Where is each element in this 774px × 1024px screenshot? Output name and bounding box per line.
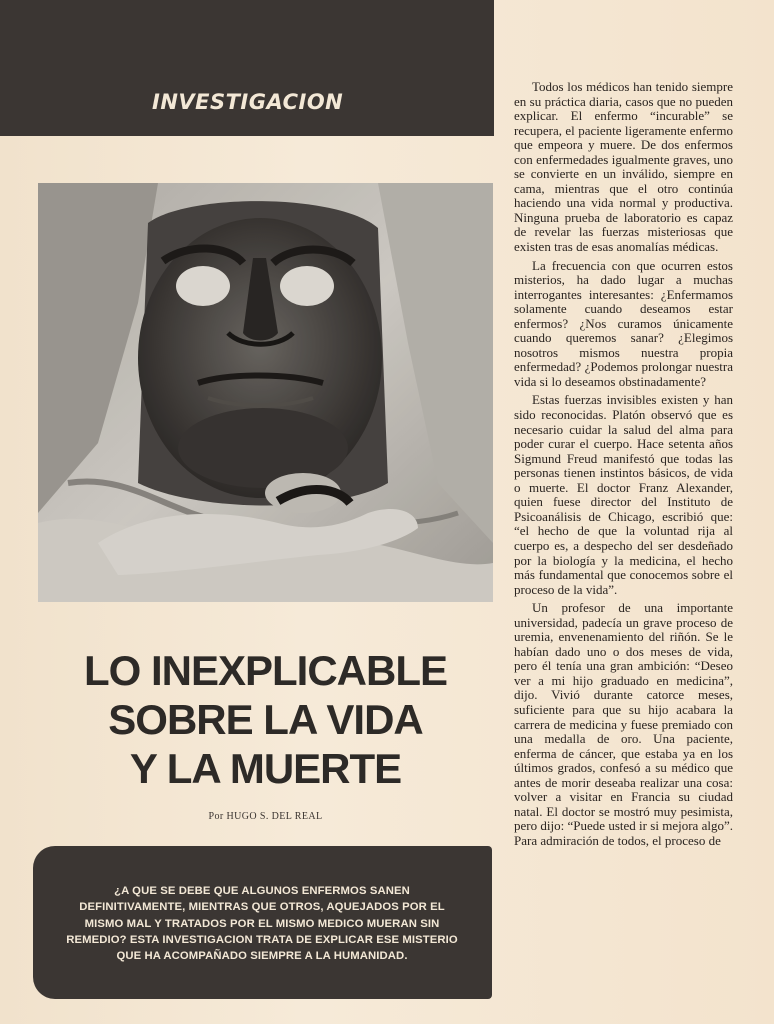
section-label: INVESTIGACION xyxy=(152,90,344,114)
headline-line-2: SOBRE LA VIDA xyxy=(108,696,423,743)
summary-text: ¿A QUE SE DEBE QUE ALGUNOS ENFERMOS SANEN DEFINITIVAMENTE, MIENTRAS QUE OTROS, AQUEJADOS POR EL MISMO MAL Y TRATADOS POR EL MISMO MEDICO MUERAN SIN REMEDIO? ESTA INVESTIGACION TRATA DE EXPLICAR ESE MISTERIO QUE HA ACOMPAÑADO SIEMPRE A LA HUMANIDAD. xyxy=(66,885,458,963)
headline-line-1: LO INEXPLICABLE xyxy=(83,647,448,694)
body-paragraph-1: Todos los médicos han tenido siempre en su práctica diaria, casos que no pueden explicar. El enfermo “incurable” se recupera, el paciente ligeramente enfermo que empeora y muere. De dos enfermos con enfermedades igualmente graves, uno se convierte en un inválido, siempre en cama, mientras que el otro continúa haciendo una vida normal y productiva. Ninguna prueba de laboratorio es capaz de revelar las fuerzas misteriosas que existen tras de esas anomalías médicas. xyxy=(514,79,733,255)
death-mask-illustration xyxy=(38,183,493,602)
body-paragraph-4: Un profesor de una importante universidad, padecía un grave proceso de uremia, envenenamiento del riñón. Se le habían dado uno o dos meses de vida, pero él tenía una gran ambición: “Deseo ver a mi hijo graduado en medicina”, dijo. Vivió durante catorce meses, suficiente para que su hijo acabara la carrera de medicina y fuese premiado con una medalla de oro. Una paciente, enferma de cáncer, que estaba ya en los últimos grados, confesó a su médico que antes de morir deseaba realizar una cosa: volver a visitar en Francia su ciudad natal. El doctor se mostró muy pesimista, pero dijo: “Puede usted ir si mejora algo”. Para admiración de todos, el proceso de xyxy=(514,600,733,848)
body-paragraph-2: La frecuencia con que ocurren estos misterios, ha dado lugar a muchas interrogantes interesantes: ¿Enfermamos solamente cuando deseamos estar enfermos? ¿Nos curamos únicamente cuando queremos sanar? ¿Elegimos nosotros mismos nuestra propia enfermedad? ¿Podemos prolongar nuestra vida si lo deseamos obstinadamente? xyxy=(514,257,733,389)
body-paragraph-3: Estas fuerzas invisibles existen y han sido reconocidas. Platón observó que es necesario cuidar la salud del alma para poder curar el cuerpo. Hace setenta años Sigmund Freud manifestó que todas las personas tienen instintos básicos, de vida o muerte. El doctor Franz Alexander, quien fuese director del Instituto de Psicoanálisis de Chicago, escribió que: “el hecho de que la voluntad rija al cuerpo es, a despecho del ser desdeñado por la biología y la medicina, el hecho más fundamental que conocemos sobre el proceso de la vida”. xyxy=(514,392,733,597)
byline: Por HUGO S. DEL REAL xyxy=(208,811,323,822)
article-body-column xyxy=(514,80,733,852)
article-headline xyxy=(38,646,493,793)
headline-line-3: Y LA MUERTE xyxy=(129,745,402,792)
death-mask-photo xyxy=(38,183,493,602)
section-header-band xyxy=(0,0,494,136)
